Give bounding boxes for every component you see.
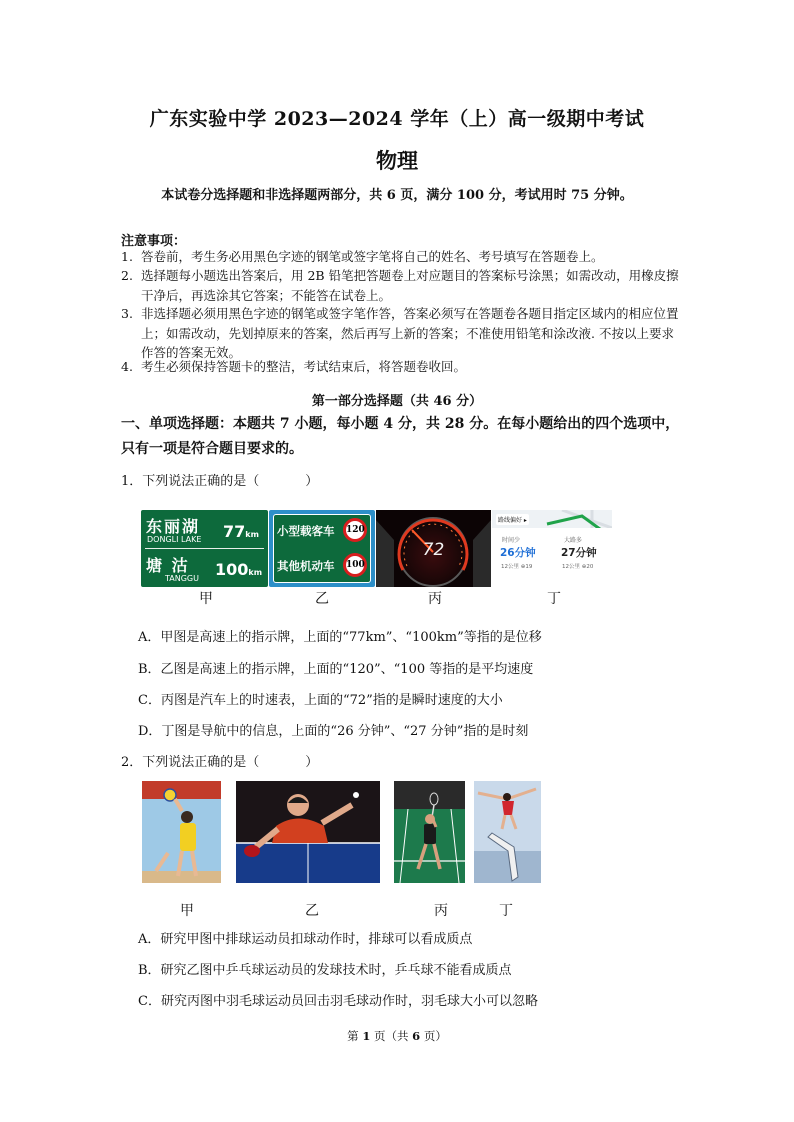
part-heading: 第一部分选择题（共 46 分） — [311, 394, 483, 409]
note-text: 答卷前，考生务必用黑色字迹的钢笔或签字笔将自己的姓名、考号填写在答题卷上。 — [141, 249, 604, 264]
note-text: 考生必须保持答题卡的整洁，考试结束后，将答题卷收回。 — [141, 359, 467, 374]
note-item — [121, 247, 681, 267]
note-text: 非选择题必须用黑色字迹的钢笔或签字笔作答，答案必须写在答题卷各题目指定区域内的相应位置上；如需改动，先划掉原来的答案，然后再写上新的答案；不准使用铅笔和涂改液. 不按以上要求作答的答案无效。 — [141, 306, 679, 360]
limit-row1-vehicle: 小型载客车 — [277, 524, 335, 538]
q2-option-a: A．研究甲图中排球运动员扣球动作时，排球可以看成质点 — [138, 932, 473, 947]
nav-right-time: 27分钟 — [561, 547, 597, 559]
note-number: 3. — [121, 306, 133, 321]
q1-option-b: B．乙图是高速上的指示牌，上面的“120”、“100 等指的是平均速度 — [138, 662, 534, 677]
image-caption: 丙 — [434, 903, 448, 919]
navigation-screenshot-image — [492, 510, 612, 587]
question-2-stem — [121, 751, 318, 770]
image-caption: 丁 — [499, 903, 513, 919]
nav-left-subinfo: 12公里 ⊕19 — [501, 564, 533, 570]
note-item — [121, 266, 681, 305]
q2-option-b: B．研究乙图中乒乓球运动员的发球技术时，乒乓球不能看成质点 — [138, 963, 512, 978]
road-distance-sign-image — [141, 510, 268, 587]
exam-subject: 物理 — [376, 148, 418, 173]
limit-row1-value: 120 — [343, 518, 367, 542]
question-stem-end: ） — [305, 755, 319, 770]
nav-left-label: 时间少 — [502, 537, 521, 544]
exam-title: 广东实验中学 2023—2024 学年（上）高一级期中考试 — [149, 108, 645, 130]
nav-right-subinfo: 12公里 ⊕20 — [562, 564, 594, 570]
question-stem-text: 1．下列说法正确的是（ — [121, 474, 260, 489]
image-caption: 甲 — [180, 903, 194, 919]
sign-row2-distance: 100 — [215, 560, 249, 579]
badminton-player-image — [394, 781, 465, 883]
footer-page-number: 1 — [362, 1029, 371, 1043]
footer-suffix: 页） — [423, 1029, 447, 1043]
exam-intro: 本试卷分选择题和非选择题两部分，共 6 页，满分 100 分，考试用时 75 分钟。 — [161, 188, 633, 203]
footer-total-pages: 6 — [412, 1029, 421, 1043]
speed-limit-sign-image — [269, 510, 375, 587]
question-stem-text: 2．下列说法正确的是（ — [121, 755, 260, 770]
image-caption: 乙 — [315, 591, 329, 607]
note-number: 4. — [121, 359, 133, 374]
image-caption: 丙 — [428, 591, 442, 607]
limit-row2-vehicle: 其他机动车 — [277, 559, 335, 573]
note-item — [121, 357, 681, 377]
gymnastics-athlete-image — [474, 781, 541, 883]
q1-option-c: C．丙图是汽车上的时速表，上面的“72”指的是瞬时速度的大小 — [138, 693, 503, 708]
question-stem-end: ） — [305, 474, 319, 489]
sign-row1-english: DONGLI LAKE — [147, 535, 202, 544]
image-caption: 丁 — [547, 591, 561, 607]
image-caption: 甲 — [199, 591, 213, 607]
nav-route-preference: 路线偏好 ▸ — [496, 514, 529, 525]
sign-row2-english: TANGGU — [165, 574, 199, 583]
note-number: 1. — [121, 249, 133, 264]
question-1-stem — [121, 470, 318, 489]
footer-mid: 页（共 — [374, 1029, 409, 1043]
sign-row1-distance: 77 — [223, 522, 246, 541]
sign-row2-place: 塘 沽 — [146, 556, 190, 575]
speedometer-value: 72 — [422, 540, 445, 560]
note-text: 选择题每小题选出答案后，用 2B 铅笔把答题卷上对应题目的答案标号涂黑；如需改动，用橡皮擦干净后，再选涂其它答案；不能答在试卷上。 — [141, 268, 679, 303]
section-heading: 一、单项选择题：本题共 7 小题，每小题 4 分，共 28 分。在每小题给出的四个选项中，只有一项是符合题目要求的。 — [121, 416, 680, 457]
q2-option-c: C．研究丙图中羽毛球运动员回击羽毛球动作时，羽毛球大小可以忽略 — [138, 994, 538, 1009]
speedometer-image — [376, 510, 491, 587]
sign-unit: km — [245, 530, 259, 539]
image-caption: 乙 — [305, 903, 319, 919]
volleyball-player-image — [142, 781, 221, 883]
q1-option-d: D．丁图是导航中的信息，上面的“26 分钟”、“27 分钟”指的是时刻 — [138, 724, 529, 739]
notes-heading: 注意事项： — [121, 234, 187, 249]
sign-row1-place: 东丽湖 — [146, 517, 201, 536]
page-footer — [0, 1028, 794, 1044]
limit-row2-value: 100 — [343, 553, 367, 577]
nav-right-label: 大路多 — [564, 537, 583, 544]
table-tennis-player-image — [236, 781, 380, 883]
note-number: 2. — [121, 268, 133, 283]
sign-unit: km — [248, 568, 263, 577]
q1-option-a: A．甲图是高速上的指示牌，上面的“77km”、“100km”等指的是位移 — [138, 630, 542, 645]
note-item — [121, 304, 681, 363]
footer-prefix: 第 — [347, 1029, 359, 1043]
nav-left-time: 26分钟 — [500, 547, 536, 559]
